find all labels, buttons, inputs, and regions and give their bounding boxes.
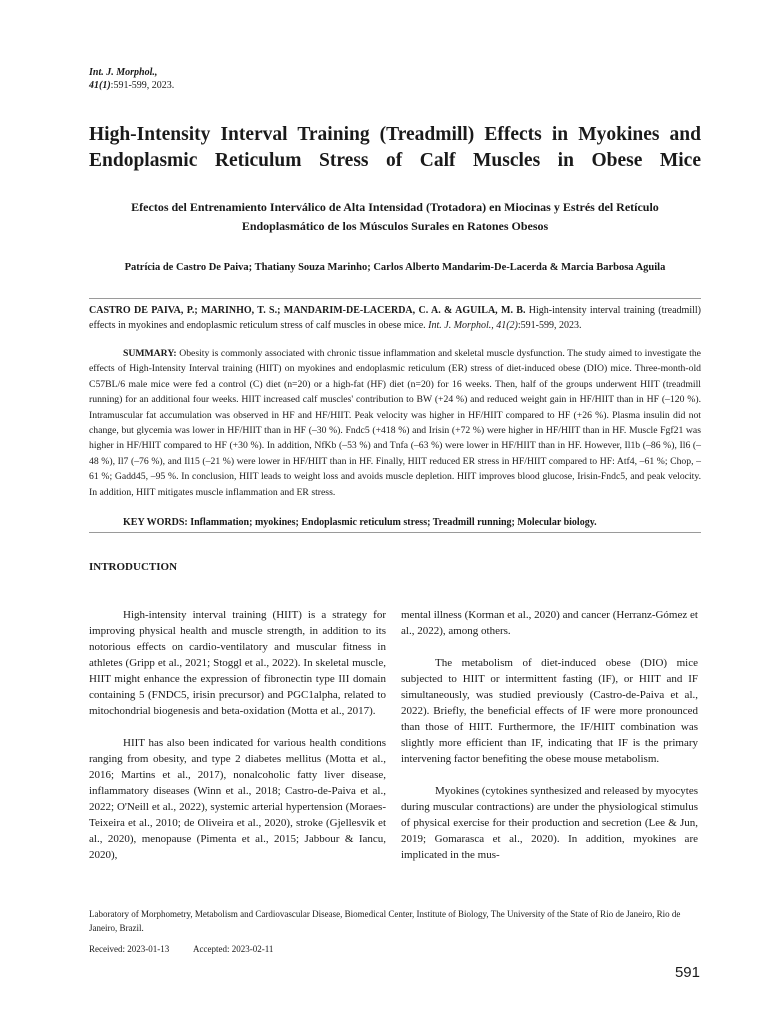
accepted-date: Accepted: 2023-02-11 [193, 944, 274, 954]
section-heading-introduction: INTRODUCTION [89, 561, 178, 573]
body-column-right [401, 607, 698, 879]
page-number: 591 [674, 964, 700, 981]
paragraph: The metabolism of diet-induced obese (DIO) mice subjected to HIIT or intermittent fasting (IF), or HIIT and IF simultaneously, was studied previously (Castro-de-Paiva et al., 2022). Briefly, the beneficial effects of IF were more pronounced than those of HIIT. Furthermore, the IF/HIIT combination was slightly more efficient than IF, indicating that IF is the primary intervening factor benefiting the obese mouse metabolism. [401, 657, 698, 765]
citation-pages: :591-599, 2023. [517, 320, 582, 331]
author-list: Patrícia de Castro De Paiva; Thatiany Souza Marinho; Carlos Alberto Mandarim-De-Lacerda & Marcia Barbosa Aguila [124, 262, 666, 273]
paragraph: HIIT has also been indicated for various health conditions ranging from obesity, and type 2 diabetes mellitus (Motta et al., 2016; Martins et al., 2017), nonalcoholic fatty liver disease, inflammatory diseases (Winn et al., 2018; Castro-de-Paiva et al., 2022; O'Neill et al., 2022), systemic arterial hypertension (Moraes-Teixeira et al., 2010; de Oliveira et al., 2020), stroke (Gjellesvik et al., 2020), menopause (Pimenta et al., 2015; Jabbour & Iancu, 2020), [89, 737, 386, 861]
paragraph: Myokines (cytokines synthesized and released by myocytes during muscular contractions) are under the physiological stimulus of physical exercise for their production and secretion (Lee & Jun, 2019; Gomarasca et al., 2020). In addition, myokines are implicated in the mus- [401, 785, 698, 861]
received-date: Received: 2023-01-13 [89, 944, 170, 954]
journal-pages: :591-599, 2023. [110, 80, 175, 91]
abstract-text: Obesity is commonly associated with chronic tissue inflammation and skeletal muscle dysfunction. The study aimed to investigate the effects of High-Intensity Interval training (HIIT) on myokines and endoplasmic reticulum (ER) stress of diet-induced obese (DIO) mice. Three-month-old C57BL/6 male mice were fed a control (C) diet (n=20) or a high-fat (HF) diet (n=20) for 16 weeks. Then, half of the groups underwent HIIT (treadmill running) for an additional four weeks. HIIT increased calf muscles' contribution to BW (+24 %) and reduced weight gain in HF/HIIT than in HF (–120 %). Intramuscular fat accumulation was observed in HF and HF/HIIT. Peak velocity was higher in HF/HIIT compared to HF (+26 %). Plasma insulin did not change, but glycemia was lower in HF/HIIT than in HF (–30 %). Fndc5 (+418 %) and Irisin (+72 %) were higher in HF/HIIT than in HF. Muscle Fgf21 was higher in HF/HIIT compared to HF (+30 %). In addition, NfKb (–53 %) and Tnfa (–63 %) were lower in HF/HIIT than in HF. However, Il1b (–86 %), Il6 (–48 %), Il7 (–76 %), and Il15 (–21 %) were lower in HF/HIIT than in HF. Finally, HIIT reduced ER stress in HF/HIIT compared to HF: Atf4, –61 %; Chop, –61 %; Gadd45, –95 %. In conclusion, HIIT leads to weight loss and avoids muscle depletion. HIIT improves blood glucose, Irisin-Fndc5, and peak velocity. In addition, HIIT mitigates muscle inflammation and ER stress. [89, 348, 701, 498]
journal-reference [89, 66, 174, 92]
keywords: KEY WORDS: Inflammation; myokines; Endoplasmic reticulum stress; Treadmill running; Molecular biology. [123, 517, 597, 528]
paper-title-spanish: Efectos del Entrenamiento Interválico de Alta Intensidad (Trotadora) en Miocinas y Estrés del Retículo Endoplasmático de los Músculos Surales en Ratones Obesos [131, 200, 659, 233]
citation [89, 303, 701, 333]
journal-name: Int. J. Morphol., [89, 67, 158, 78]
body-column-left [89, 607, 386, 879]
citation-text: High-intensity interval training (treadmill) effects in myokines and endoplasmic reticulum stress of calf muscles in obese mice. [89, 305, 701, 331]
paragraph: mental illness (Korman et al., 2020) and cancer (Herranz-Gómez et al., 2022), among others. [401, 609, 698, 637]
abstract [89, 346, 701, 500]
journal-volume: 41(1) [89, 80, 111, 91]
divider [89, 298, 701, 299]
paragraph: High-intensity interval training (HIIT) is a strategy for improving physical health and muscle strength, in addition to its notorious effects on cardio-ventilatory and muscular fitness in athletes (Gripp et al., 2021; Stoggl et al., 2022). In skeletal muscle, HIIT might enhance the expression of fibronectin type III domain containing 5 (FNDC5, irisin precursor) and PGC1alpha, related to mitochondrial biogenesis and beta-oxidation (Motta et al., 2017). [89, 609, 386, 717]
divider-keywords [89, 532, 701, 533]
paper-title: High-Intensity Interval Training (Treadmill) Effects in Myokines and Endoplasmic Reticulum Stress of Calf Muscles in Obese Mice [89, 124, 701, 171]
abstract-label: SUMMARY: [123, 348, 177, 359]
affiliation: Laboratory of Morphometry, Metabolism and Cardiovascular Disease, Biomedical Center, Institute of Biology, The University of the State of Rio de Janeiro, Rio de Janeiro, Brazil. [89, 909, 681, 933]
citation-authors: CASTRO DE PAIVA, P.; MARINHO, T. S.; MANDARIM-DE-LACERDA, C. A. & AGUILA, M. B. [89, 305, 526, 316]
citation-journal: Int. J. Morphol., 41(2) [428, 320, 518, 331]
submission-dates [89, 944, 295, 954]
